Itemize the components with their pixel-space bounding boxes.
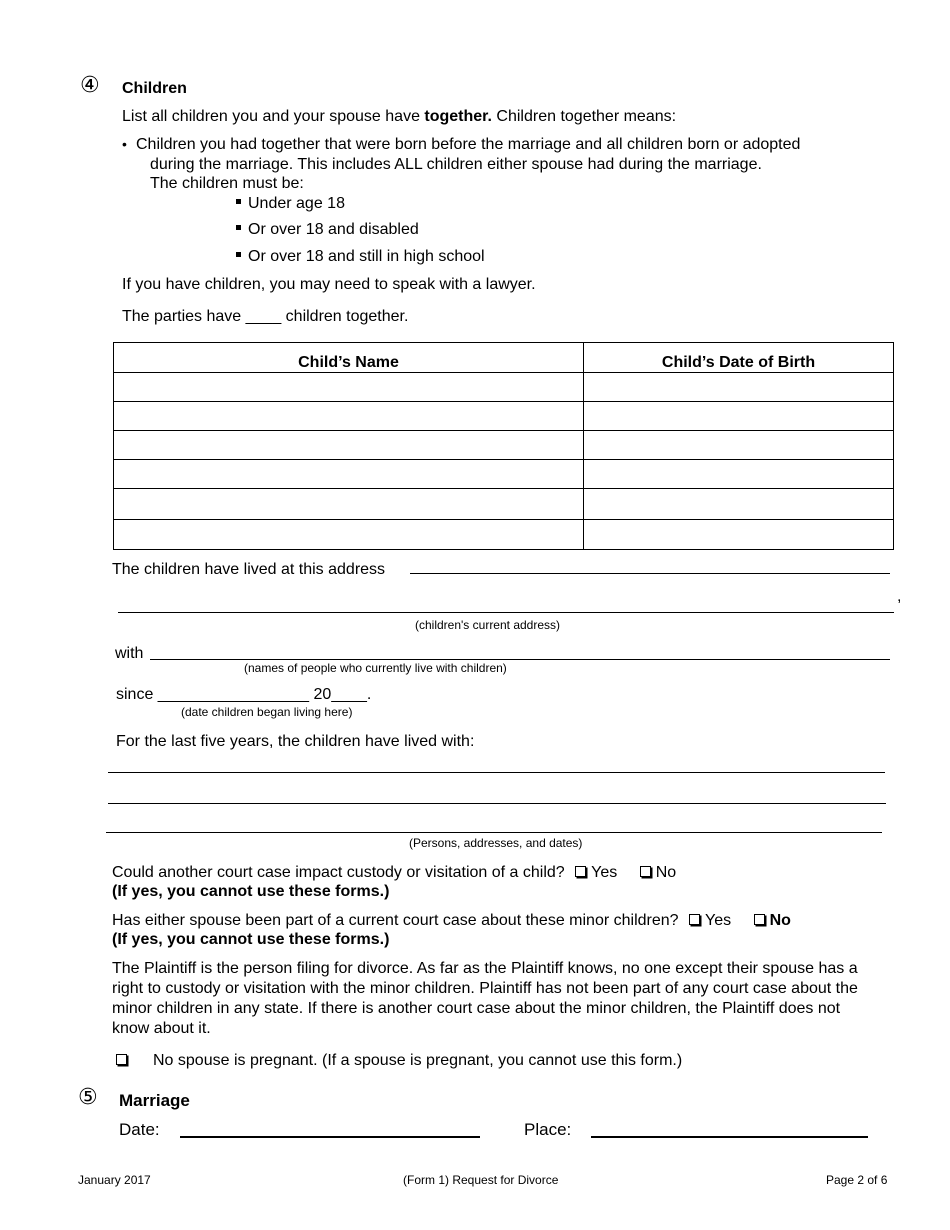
q2-no-option[interactable] <box>754 912 791 929</box>
address-line-2[interactable] <box>118 612 894 613</box>
since-caption: (date children began living here) <box>181 705 353 719</box>
with-caption: (names of people who currently live with children) <box>244 661 507 675</box>
criteria-item <box>236 195 345 213</box>
table-row <box>114 402 894 431</box>
five-years-caption: (Persons, addresses, and dates) <box>409 836 583 850</box>
square-bullet-icon <box>236 252 241 257</box>
table-row <box>114 431 894 460</box>
child-dob-cell[interactable] <box>584 520 894 550</box>
criteria-text: Under age 18 <box>248 195 345 212</box>
table-row <box>114 489 894 520</box>
checkbox-icon[interactable] <box>754 914 765 925</box>
child-dob-cell[interactable] <box>584 489 894 520</box>
table-row <box>114 373 894 402</box>
question-1 <box>112 864 676 882</box>
q1-yes-label: Yes <box>591 864 618 881</box>
bullet-dot: • <box>122 136 127 152</box>
question-2-warning: (If yes, you cannot use these forms.) <box>112 931 390 948</box>
square-bullet-icon <box>236 225 241 230</box>
q2-yes-label: Yes <box>705 912 732 929</box>
pregnant-text: No spouse is pregnant. (If a spouse is pregnant, you cannot use this form.) <box>153 1052 683 1069</box>
plaintiff-statement: The Plaintiff is the person filing for divorce. As far as the Plaintiff knows, no one except their spouse has a right to custody or visitation with the minor children. Plaintiff has not been part of any court case about the minor children in any state. If there is another court case about the minor children, the Plaintiff does not know about it. <box>112 960 858 1037</box>
lawyer-note: If you have children, you may need to speak with a lawyer. <box>122 276 536 293</box>
child-dob-cell[interactable] <box>584 431 894 460</box>
since-text[interactable]: since _________________ 20____. <box>116 686 372 703</box>
header-child-name: Child’s Name <box>114 343 584 373</box>
child-dob-cell[interactable] <box>584 460 894 489</box>
child-name-cell[interactable] <box>114 402 584 431</box>
footer-form-title: (Form 1) Request for Divorce <box>403 1173 559 1187</box>
table-row <box>114 520 894 550</box>
section-5-number: ⑤ <box>78 1085 98 1110</box>
child-name-cell[interactable] <box>114 520 584 550</box>
child-name-cell[interactable] <box>114 373 584 402</box>
question-1-text: Could another court case impact custody or visitation of a child? <box>112 864 565 881</box>
child-name-cell[interactable] <box>114 431 584 460</box>
section-4-heading: Children <box>122 80 187 97</box>
table-header-row <box>114 343 894 373</box>
address-caption: (children's current address) <box>415 618 561 632</box>
criteria-item <box>236 221 419 239</box>
address-label: The children have lived at this address <box>112 561 386 578</box>
square-bullet-icon <box>236 199 241 204</box>
checkbox-icon[interactable] <box>640 866 651 877</box>
with-line[interactable] <box>150 659 890 660</box>
q2-no-label: No <box>769 912 791 929</box>
q1-no-label: No <box>655 864 677 881</box>
question-2-text: Has either spouse been part of a current court case about these minor children? <box>112 912 679 929</box>
criteria-text: Or over 18 and still in high school <box>248 248 485 265</box>
marriage-date-label: Date: <box>119 1120 160 1139</box>
child-name-cell[interactable] <box>114 489 584 520</box>
bullet-line-3: The children must be: <box>150 175 304 192</box>
with-label: with <box>115 645 144 662</box>
parties-count-text[interactable]: The parties have ____ children together. <box>122 308 409 325</box>
section-5-heading: Marriage <box>119 1091 190 1110</box>
children-table <box>113 342 894 550</box>
footer-page-number: Page 2 of 6 <box>826 1173 888 1187</box>
checkbox-icon[interactable] <box>116 1054 127 1065</box>
criteria-item <box>236 248 485 266</box>
intro-text <box>122 108 676 126</box>
checkbox-icon[interactable] <box>575 866 586 877</box>
intro-text-rest: Children together means: <box>491 108 677 125</box>
marriage-date-line[interactable] <box>180 1136 480 1138</box>
criteria-text: Or over 18 and disabled <box>248 221 419 238</box>
checkbox-icon[interactable] <box>689 914 700 925</box>
address-line-1[interactable] <box>410 573 890 574</box>
bullet-line-1: Children you had together that were born before the marriage and all children born or adopted <box>136 136 801 153</box>
child-name-cell[interactable] <box>114 460 584 489</box>
question-2 <box>112 912 791 930</box>
address-comma: , <box>897 588 902 605</box>
five-years-line-3[interactable] <box>106 832 882 833</box>
five-years-line-1[interactable] <box>108 772 885 773</box>
q1-yes-option[interactable] <box>575 864 617 881</box>
intro-text-bold: together. <box>424 108 492 125</box>
q2-yes-option[interactable] <box>689 912 731 929</box>
child-dob-cell[interactable] <box>584 373 894 402</box>
footer-date: January 2017 <box>78 1173 151 1187</box>
marriage-place-line[interactable] <box>591 1136 868 1138</box>
five-years-line-2[interactable] <box>108 803 886 804</box>
marriage-place-label: Place: <box>524 1120 572 1139</box>
child-dob-cell[interactable] <box>584 402 894 431</box>
question-1-warning: (If yes, you cannot use these forms.) <box>112 883 390 900</box>
five-years-label: For the last five years, the children have lived with: <box>116 733 475 750</box>
table-row <box>114 460 894 489</box>
header-child-dob: Child’s Date of Birth <box>584 343 894 373</box>
section-4-number: ④ <box>80 73 100 98</box>
bullet-line-2: during the marriage. This includes ALL children either spouse had during the marriage. <box>150 156 762 173</box>
q1-no-option[interactable] <box>640 864 676 881</box>
intro-text-start: List all children you and your spouse have <box>122 108 425 125</box>
pregnant-option[interactable] <box>116 1052 127 1070</box>
